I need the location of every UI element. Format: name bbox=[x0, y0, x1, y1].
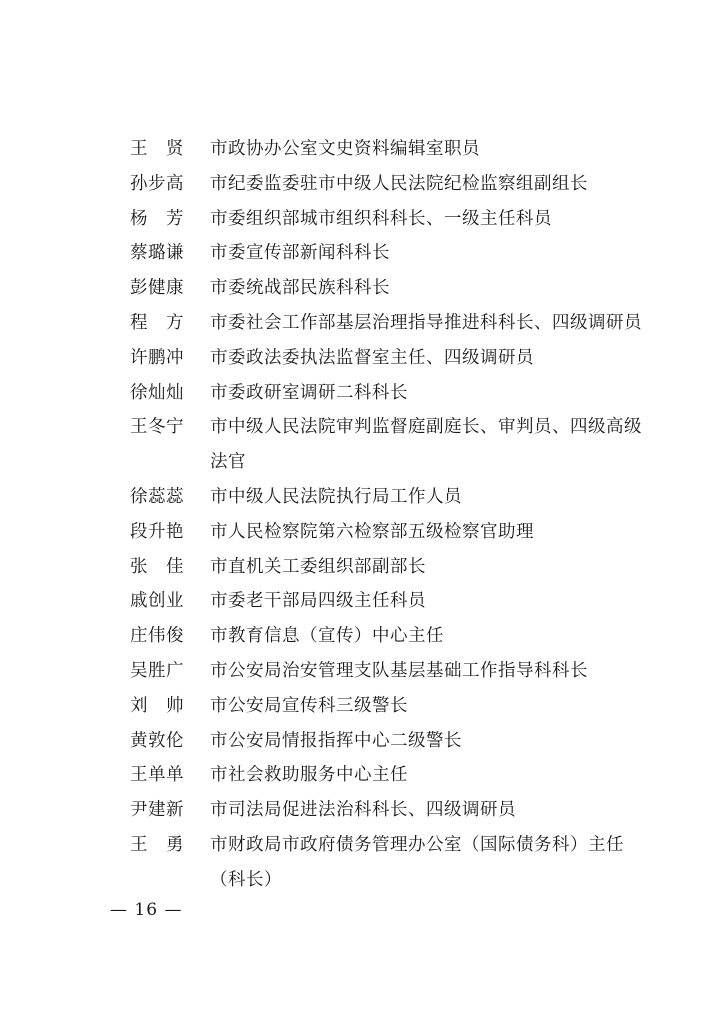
person-name: 戚创业 bbox=[130, 591, 184, 612]
person-title: 市公安局情报指挥中心二级警长 bbox=[210, 730, 462, 751]
list-item bbox=[130, 828, 650, 898]
list-item bbox=[130, 654, 650, 689]
person-name: 刘 帅 bbox=[130, 695, 184, 716]
person-name: 徐灿灿 bbox=[130, 382, 184, 403]
list-item bbox=[130, 584, 650, 619]
list-item bbox=[130, 724, 650, 759]
list-item bbox=[130, 550, 650, 585]
list-item bbox=[130, 271, 650, 306]
person-title: 市司法局促进法治科科长、四级调研员 bbox=[210, 800, 516, 821]
person-name: 庄伟俊 bbox=[130, 626, 184, 647]
person-name: 王 勇 bbox=[130, 834, 184, 855]
person-title: 市纪委监委驻市中级人民法院纪检监察组副组长 bbox=[210, 173, 588, 194]
person-name: 王单单 bbox=[130, 765, 184, 786]
list-item bbox=[130, 376, 650, 411]
list-item bbox=[130, 758, 650, 793]
person-name: 黄敦伦 bbox=[130, 730, 184, 751]
person-title: 市教育信息（宣传）中心主任 bbox=[210, 626, 444, 647]
person-name: 孙步高 bbox=[130, 173, 184, 194]
person-title: 市公安局治安管理支队基层基础工作指导科科长 bbox=[210, 660, 588, 681]
list-item bbox=[130, 480, 650, 515]
list-item bbox=[130, 619, 650, 654]
list-item bbox=[130, 202, 650, 237]
person-title: 市委老干部局四级主任科员 bbox=[210, 591, 426, 612]
person-title: 市直机关工委组织部副部长 bbox=[210, 556, 426, 577]
person-name: 吴胜广 bbox=[130, 660, 184, 681]
person-title: 市中级人民法院执行局工作人员 bbox=[210, 486, 462, 507]
person-name: 王冬宁 bbox=[130, 417, 184, 438]
list-item bbox=[130, 793, 650, 828]
person-title: 市公安局宣传科三级警长 bbox=[210, 695, 408, 716]
list-item bbox=[130, 236, 650, 271]
person-title: 市社会救助服务中心主任 bbox=[210, 765, 408, 786]
person-title: 市财政局市政府债务管理办公室（国际债务科）主任（科长） bbox=[210, 834, 624, 890]
person-name: 尹建新 bbox=[130, 800, 184, 821]
list-item bbox=[130, 410, 650, 480]
person-title: 市委政法委执法监督室主任、四级调研员 bbox=[210, 347, 534, 368]
person-title: 市政协办公室文史资料编辑室职员 bbox=[210, 139, 480, 159]
person-title: 市委社会工作部基层治理指导推进科科长、四级调研员 bbox=[210, 312, 642, 333]
person-name: 王 贤 bbox=[130, 139, 184, 159]
person-name: 许鹏冲 bbox=[130, 347, 184, 368]
person-title: 市中级人民法院审判监督庭副庭长、审判员、四级高级法官 bbox=[210, 417, 642, 473]
person-name: 彭健康 bbox=[130, 278, 184, 299]
list-item bbox=[130, 306, 650, 341]
person-name: 杨 芳 bbox=[130, 208, 184, 229]
person-name: 张 佳 bbox=[130, 556, 184, 577]
person-title: 市委宣传部新闻科科长 bbox=[210, 243, 390, 264]
list-item bbox=[130, 689, 650, 724]
person-name: 蔡璐谦 bbox=[130, 243, 184, 264]
list-item bbox=[130, 167, 650, 202]
page-number: — 16 — bbox=[110, 900, 183, 920]
person-title: 市人民检察院第六检察部五级检察官助理 bbox=[210, 521, 534, 542]
person-name: 程 方 bbox=[130, 312, 184, 333]
person-title: 市委组织部城市组织科科长、一级主任科员 bbox=[210, 208, 552, 229]
person-name: 段升艳 bbox=[130, 521, 184, 542]
person-name: 徐蕊蕊 bbox=[130, 486, 184, 507]
list-item bbox=[130, 341, 650, 376]
personnel-list bbox=[130, 132, 650, 898]
person-title: 市委政研室调研二科科长 bbox=[210, 382, 408, 403]
person-title: 市委统战部民族科科长 bbox=[210, 278, 390, 299]
list-item bbox=[130, 132, 650, 167]
list-item bbox=[130, 515, 650, 550]
